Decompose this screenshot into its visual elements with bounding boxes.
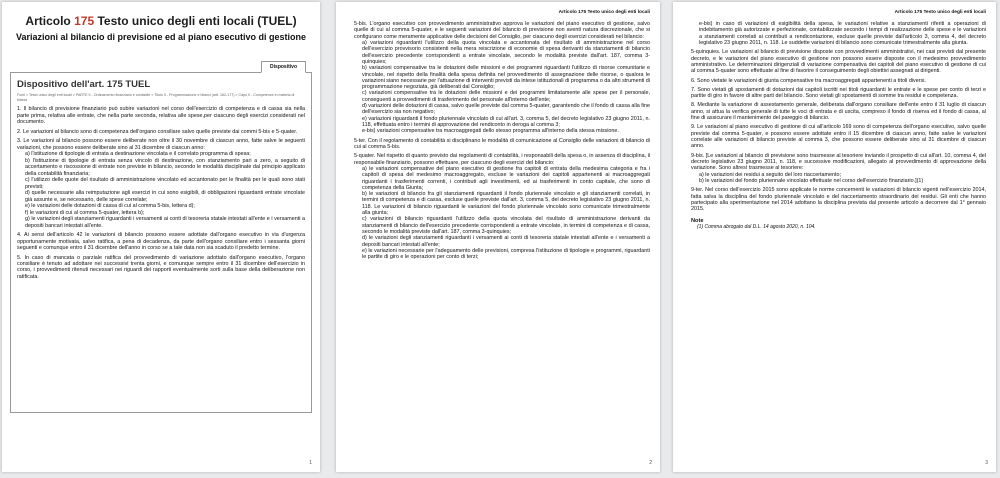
list-item: e) variazioni riguardanti il fondo pluriennale vincolato di cui all'art. 3, comma 5, del decreto legislativo 23 giugno 2011, n. 118, effettuata entro i termini di approvazione del rendiconto in deroga al comma 3; <box>362 115 650 128</box>
note-text: (1) Comma abrogato dal D.L. 14 agosto 2020, n. 104. <box>697 223 816 230</box>
list-item: d) variazioni delle dotazioni di cassa, salvo quelle previste dal comma 5-quater, garantendo che il fondo di cassa alla fine dell'esercizio sia non negativo; <box>362 103 650 116</box>
page-title <box>2 14 320 28</box>
list-item: f) le variazioni di cui al comma 5-quater, lettera b); <box>25 209 145 216</box>
list-item: b) le variazioni di bilancio fra gli stanziamenti riguardanti il fondo pluriennale vincolato e gli stanziamenti correlati, in termini di competenza e di cassa, escluse quelle previste dall'art. 3, comma 5, del decreto legislativo 23 giugno 2011, n. 118. Le variazioni di bilancio riguardanti le variazioni del fondo pluriennale vincolato sono comunicate trimestralmente alla giunta; <box>362 191 650 217</box>
paragraph: 9. Le variazioni al piano esecutivo di gestione di cui all'articolo 169 sono di competenza dell'organo esecutivo, salvo quelle previste dal comma 5-quater, e possono essere adottate entro il 15 dicembre di ciascun anno, fatte salve le variazioni correlate alle variazioni di bilancio previste al comma 3, che possono essere deliberate sino al 31 dicembre di ciascun anno. <box>691 124 986 150</box>
paragraph: 4. Ai sensi dell'articolo 42 le variazioni di bilancio possono essere adottate dall'organo esecutivo in via d'urgenza opportunamente motivata, salvo ratifica, a pena di decadenza, da parte dell'organo consiliare entro i sessanta giorni seguenti e comunque entro il 31 dicembre dell'anno in corso se a tale data non sia scaduto il predetto termine. <box>17 232 305 252</box>
breadcrumb: Fonti > Testo unico degli enti locali > PARTE II - Ordinamento finanziario e contabile > Titolo II - Programmazione e bilanci (artt. 162-177) > Capo II - Competenze in materia di bilanci <box>17 93 295 102</box>
list-item: d) le variazioni degli stanziamenti riguardanti i versamenti ai conti di tesoreria statale intestati all'ente e i versamenti a depositi bancari intestati all'ente; <box>362 235 650 248</box>
paragraph: 5-quinquies. Le variazioni al bilancio di previsione disposte con provvedimenti amministrativi, nei casi previsti dal presente decreto, e le variazioni del piano esecutivo di gestione non possono essere disposte con il medesimo provvedimento amministrativo. Le determinazioni dirigenziali di variazione compensativa dei capitoli del piano esecutivo di gestione di cui al comma 5-quater sono effettuate al fine di favorire il conseguimento degli obiettivi assegnati ai dirigenti. <box>691 49 986 75</box>
list-item: b) l'istituzione di tipologie di entrata senza vincolo di destinazione, con stanziamento pari a zero, a seguito di accertamento e riscossione di entrate non previste in bilancio, secondo le modalità disciplinate dal principio applicato della contabilità finanziaria; <box>25 157 305 177</box>
page-header: Articolo 175 Testo unico degli enti locali <box>894 10 986 15</box>
paragraph: 5-ter. Con il regolamento di contabilità si disciplinano le modalità di comunicazione al Consiglio delle variazioni di bilancio di cui al comma 5-bis. <box>354 137 650 150</box>
list-item: c) variazioni compensative tra le dotazioni delle missioni e dei programmi limitatamente alle spese per il personale, conseguenti a provvedimenti di trasferimento del personale all'interno dell'ente; <box>362 90 650 103</box>
notes-heading: Note <box>691 218 704 225</box>
section-title: Dispositivo dell'art. 175 TUEL <box>17 79 151 90</box>
list-item: e) le variazioni delle dotazioni di cassa di cui al comma 5-bis, lettera d); <box>25 203 195 210</box>
dispositivo-panel <box>10 73 312 413</box>
list-item: a) l'istituzione di tipologie di entrata a destinazione vincolata e il correlato programma di spesa; <box>25 151 251 158</box>
list-item: b) variazioni compensative tra le dotazioni delle missioni e dei programmi riguardanti l'utilizzo di risorse comunitarie e vincolate, nel rispetto della finalità della spesa definita nel provvedimento di assegnazione delle risorse, o qualora le variazioni siano necessarie per l'attuazione di interventi previsti da intese istituzionali di programma o da altri strumenti di programmazione negoziata, già deliberati dal Consiglio; <box>362 65 650 91</box>
paragraph: 6. Sono vietate le variazioni di giunta compensative tra macroaggregati appartenenti a titoli diversi. <box>691 77 926 84</box>
list-item: a) variazioni riguardanti l'utilizzo della quota vincolata e accantonata del risultato di amministrazione nel corso dell'esercizio provvisorio consistenti nella mera reiscrizione di economie di spesa derivanti da stanziamenti di bilancio dell'esercizio precedente corrispondenti a entrate vincolate, secondo le modalità previste dall'art. 187, comma 3-quinquies; <box>362 39 650 65</box>
list-item: e) le variazioni necessarie per l'adeguamento delle previsioni, compresa l'istituzione di tipologie e programmi, riguardanti le partite di giro e le operazioni per conto di terzi; <box>362 247 650 261</box>
list-item: a) le variazioni compensative del piano esecutivo di gestione fra capitoli di entrata della medesima categoria e fra i capitoli di spesa del medesimo macroaggregato, escluse le variazioni dei capitoli appartenenti ai macroaggregati riguardanti i trasferimenti correnti, i contributi agli investimenti, ed ai trasferimenti in conto capitale, che sono di competenza della Giunta; <box>362 165 650 191</box>
document-page-3 <box>673 2 996 472</box>
paragraph: 8. Mediante la variazione di assestamento generale, deliberata dall'organo consiliare dell'ente entro il 31 luglio di ciascun anno, si attua la verifica generale di tutte le voci di entrata e di uscita, compreso il fondo di riserva ed il fondo di cassa, al fine di assicurare il mantenimento del pareggio di bilancio. <box>691 102 986 122</box>
list-item: d) quelle necessarie alla reimputazione agli esercizi in cui sono esigibili, di obbligazioni riguardanti entrate vincolate già assunte e, se necessario, delle spese correlate; <box>25 190 305 203</box>
title-suffix: Testo unico degli enti locali (TUEL) <box>97 14 297 28</box>
tab-bar <box>10 60 312 73</box>
page-subtitle: Variazioni al bilancio di previsione ed al piano esecutivo di gestione <box>15 32 307 42</box>
article-body <box>336 21 660 261</box>
list-item: b) le variazioni del fondo pluriennale vincolato effettuate nel corso dell'esercizio finanziario.](1) <box>699 177 924 184</box>
article-body <box>673 21 996 231</box>
document-page-2 <box>336 2 660 472</box>
paragraph: 9-bis. [Le variazioni al bilancio di previsione sono trasmesse al tesoriere inviando il prospetto di cui all'art. 10, comma 4, del decreto legislativo 23 giugno 2011, n. 118, e successive modificazioni, allegato al provvedimento di approvazione della variazione. Sono altresì trasmesse al tesoriere: <box>691 152 986 172</box>
article-number: 175 <box>74 14 95 28</box>
paragraph: 2. Le variazioni al bilancio sono di competenza dell'organo consiliare salvo quelle previste dai commi 5-bis e 5-quater. <box>17 128 298 135</box>
page-number: 2 <box>649 460 652 466</box>
tab-dispositivo[interactable]: Dispositivo <box>261 61 306 73</box>
paragraph: 3. Le variazioni al bilancio possono essere deliberate non oltre il 30 novembre di ciascun anno, fatte salve le seguenti variazioni, che possono essere deliberate sino al 31 dicembre di ciascun anno: <box>17 138 305 151</box>
page-number: 3 <box>985 460 988 466</box>
article-body <box>17 106 305 280</box>
document-page-1 <box>2 2 320 472</box>
list-item: c) l'utilizzo delle quote del risultato di amministrazione vincolato ed accantonato per le finalità per le quali sono stati previsti; <box>25 177 305 190</box>
list-item: c) variazioni di bilancio riguardanti l'utilizzo della quota vincolata del risultato di amministrazione derivanti da stanziamenti di bilancio dell'esercizio precedente corrispondenti a entrate vincolate, in termini di competenza e di cassa, secondo le modalità previste dall'art. 187, comma 3-quinquies; <box>362 216 650 235</box>
page-number: 1 <box>309 460 312 466</box>
list-item: g) le variazioni degli stanziamenti riguardanti i versamenti ai conti di tesoreria statale intestati all'ente e i versamenti a depositi bancari intestati all'ente. <box>25 216 305 229</box>
paragraph: 5. In caso di mancata o parziale ratifica del provvedimento di variazione adottato dall'organo esecutivo, l'organo consiliare è tenuto ad adottare nei successivi trenta giorni, e comunque sempre entro il 31 dicembre dell'esercizio in corso, i provvedimenti ritenuti necessari nei riguardi dei rapporti eventualmente sorti sulla base della deliberazione non ratificata. <box>17 254 305 280</box>
title-prefix: Articolo <box>25 14 71 28</box>
paragraph: 1. Il bilancio di previsione finanziario può subire variazioni nel corso dell'esercizio di competenza e di cassa sia nella parte prima, relativa alle entrate, che nella parte seconda, relativa alle spese,per ciascuno degli esercizi considerati nel documento. <box>17 106 305 126</box>
paragraph: 9-ter. Nel corso dell'esercizio 2015 sono applicate le norme concernenti le variazioni di bilancio vigenti nell'esercizio 2014, fatta salva la disciplina del fondo pluriennale vincolato e del riaccertamento straordinario dei residui. Gli enti che hanno partecipato alla sperimentazione nel 2014 adottano la disciplina prevista dal presente articolo a decorrere dal 1° gennaio 2015. <box>691 187 986 213</box>
list-item: e-bis) in caso di variazioni di esigibilità della spesa, le variazioni relative a stanziamenti riferiti a operazioni di indebitamento già autorizzate e perfezionate, contabilizzate secondo i tempi di realizzazione delle spese e le variazioni a stanziamenti correlati ai contributi a rendicontazione, escluse quelle previste dall'articolo 3, comma 4, del decreto legislativo 23 giugno 2011, n. 118. Le suddette variazioni di bilancio sono comunicate trimestralmente alla giunta. <box>699 21 986 46</box>
paragraph: 7. Sono vietati gli spostamenti di dotazioni dai capitoli iscritti nei titoli riguardanti le entrate e le spese per conto di terzi e partite di giro in favore di altre parti del bilancio. Sono vietati gli spostamenti di somme tra residui e competenza. <box>691 86 986 100</box>
list-item: e-bis) variazioni compensative tra macroaggregati dello stesso programma all'interno della stessa missione. <box>362 128 619 135</box>
paragraph: 5-bis. L'organo esecutivo con provvedimento amministrativo approva le variazioni del piano esecutivo di gestione, salvo quelle di cui al comma 5-quater, e le seguenti variazioni del bilancio di previsione non aventi natura discrezionale, che si configurano come meramente applicative delle decisioni del Consiglio, per ciascuno degli esercizi considerati nel bilancio: <box>354 21 650 40</box>
page-header: Articolo 175 Testo unico degli enti locali <box>558 10 650 15</box>
list-item: a) le variazioni dei residui a seguito del loro riaccertamento; <box>699 171 842 178</box>
paragraph: 5-quater. Nel rispetto di quanto previsto dai regolamenti di contabilità, i responsabili della spesa o, in assenza di disciplina, il responsabile finanziario, possono effettuare, per ciascuno degli esercizi del bilancio: <box>354 153 650 166</box>
